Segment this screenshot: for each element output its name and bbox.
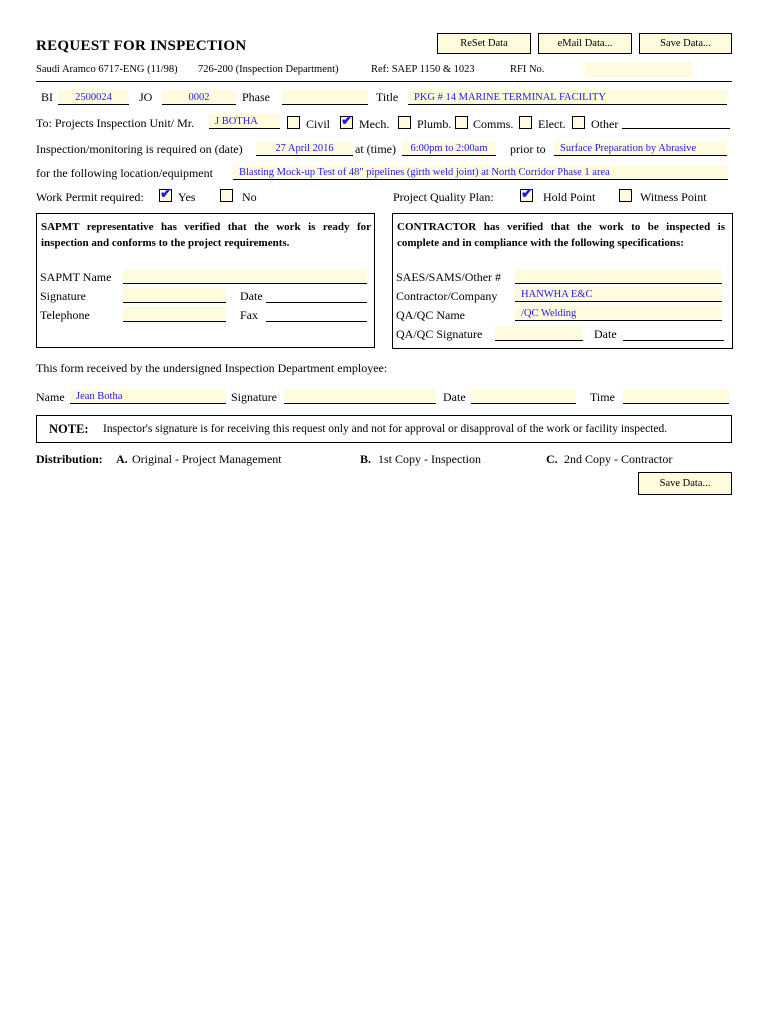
qa-qc-name-label: QA/QC Name bbox=[396, 308, 465, 322]
contractor-date-label: Date bbox=[594, 327, 617, 341]
receiver-time-label: Time bbox=[590, 390, 615, 404]
pqp-label: Project Quality Plan: bbox=[393, 190, 494, 204]
permit-no-checkbox[interactable] bbox=[220, 189, 233, 202]
elect-checkbox[interactable] bbox=[519, 116, 532, 129]
reference: Ref: SAEP 1150 & 1023 bbox=[371, 64, 475, 75]
receiver-date-field[interactable] bbox=[471, 389, 576, 404]
sapmt-heading: SAPMT representative has verified that the work is ready for inspection and conforms to the project requirements. bbox=[41, 221, 371, 249]
check-icon: ✔ bbox=[521, 187, 533, 202]
time-label: at (time) bbox=[355, 142, 396, 156]
department: 726-200 (Inspection Department) bbox=[198, 64, 339, 75]
receiver-date-label: Date bbox=[443, 390, 466, 404]
hold-point-label: Hold Point bbox=[543, 190, 596, 204]
saes-label: SAES/SAMS/Other # bbox=[396, 270, 502, 284]
sapmt-telephone-label: Telephone bbox=[40, 308, 90, 322]
sapmt-signature-label: Signature bbox=[40, 289, 86, 303]
jo-field[interactable]: 0002 bbox=[162, 90, 236, 105]
hold-point-checkbox[interactable] bbox=[520, 189, 533, 202]
civil-label: Civil bbox=[306, 117, 331, 131]
prior-to-label: prior to bbox=[510, 142, 546, 156]
inspection-date-field[interactable]: 27 April 2016 bbox=[256, 141, 353, 156]
other-checkbox[interactable] bbox=[572, 116, 585, 129]
distribution-a-text: Original - Project Management bbox=[132, 452, 282, 466]
location-label: for the following location/equipment bbox=[36, 166, 213, 180]
receiver-signature-label: Signature bbox=[231, 390, 277, 404]
time-field[interactable]: 6:00pm to 2:00am bbox=[402, 141, 496, 156]
other-label: Other bbox=[591, 117, 619, 131]
form-code: Saudi Aramco 6717-ENG (11/98) bbox=[36, 64, 178, 75]
header-rule bbox=[36, 81, 732, 82]
receiver-signature-field[interactable] bbox=[284, 389, 436, 404]
bi-field[interactable]: 2500024 bbox=[58, 90, 129, 105]
qa-qc-signature-label: QA/QC Signature bbox=[396, 327, 483, 341]
page-title: REQUEST FOR INSPECTION bbox=[36, 38, 247, 54]
save-data-button-top[interactable]: Save Data... bbox=[639, 33, 732, 54]
check-icon: ✔ bbox=[160, 187, 172, 202]
note-text: Inspector's signature is for receiving this request only and not for approval or disapproval of the work or facility inspected. bbox=[103, 423, 668, 435]
work-permit-label: Work Permit required: bbox=[36, 190, 144, 204]
phase-label: Phase bbox=[242, 90, 270, 104]
sapmt-telephone-field[interactable] bbox=[123, 307, 226, 322]
inspection-date-label: Inspection/monitoring is required on (date) bbox=[36, 142, 243, 156]
reset-data-button[interactable]: ReSet Data bbox=[437, 33, 531, 54]
civil-checkbox[interactable] bbox=[287, 116, 300, 129]
received-statement: This form received by the undersigned Inspection Department employee: bbox=[36, 361, 388, 375]
mech-checkbox[interactable] bbox=[340, 116, 353, 129]
prior-to-field[interactable]: Surface Preparation by Abrasive bbox=[554, 141, 727, 156]
distribution-c-key: C. bbox=[546, 452, 558, 466]
receiver-time-field[interactable] bbox=[623, 389, 729, 404]
contractor-company-field[interactable]: HANWHA E&C bbox=[515, 287, 722, 302]
mech-label: Mech. bbox=[359, 117, 390, 131]
contractor-company-label: Contractor/Company bbox=[396, 289, 498, 303]
witness-point-label: Witness Point bbox=[640, 190, 707, 204]
location-field[interactable]: Blasting Mock-up Test of 48" pipelines (girth weld joint) at North Corridor Phase 1 area bbox=[233, 165, 728, 180]
permit-yes-checkbox[interactable] bbox=[159, 189, 172, 202]
plumb-checkbox[interactable] bbox=[398, 116, 411, 129]
to-label: To: Projects Inspection Unit/ Mr. bbox=[36, 116, 195, 130]
rfi-label: RFI No. bbox=[510, 64, 545, 75]
comms-checkbox[interactable] bbox=[455, 116, 468, 129]
plumb-label: Plumb. bbox=[417, 117, 452, 131]
sapmt-name-field[interactable] bbox=[123, 269, 367, 284]
sapmt-date-field[interactable] bbox=[266, 288, 367, 303]
contractor-date-field[interactable] bbox=[623, 326, 724, 341]
distribution-a-key: A. bbox=[116, 452, 128, 466]
distribution-c-text: 2nd Copy - Contractor bbox=[564, 452, 673, 466]
title-field[interactable]: PKG # 14 MARINE TERMINAL FACILITY bbox=[408, 90, 727, 105]
rfi-number-field[interactable] bbox=[585, 62, 692, 77]
contractor-heading: CONTRACTOR has verified that the work to be inspected is complete and in compliance with the following specifications: bbox=[397, 221, 725, 249]
qa-qc-signature-field[interactable] bbox=[495, 326, 583, 341]
note-label: NOTE: bbox=[49, 422, 89, 436]
inspector-field[interactable]: J BOTHA bbox=[209, 114, 280, 129]
sapmt-fax-field[interactable] bbox=[266, 307, 367, 322]
phase-field[interactable] bbox=[282, 90, 368, 105]
sapmt-name-label: SAPMT Name bbox=[40, 270, 112, 284]
save-data-button-bottom[interactable]: Save Data... bbox=[638, 472, 732, 495]
sapmt-signature-field[interactable] bbox=[123, 288, 226, 303]
saes-field[interactable] bbox=[515, 269, 722, 284]
distribution-b-key: B. bbox=[360, 452, 372, 466]
comms-label: Comms. bbox=[473, 117, 514, 131]
sapmt-date-label: Date bbox=[240, 289, 263, 303]
permit-yes-label: Yes bbox=[178, 190, 196, 204]
receiver-name-label: Name bbox=[36, 390, 65, 404]
distribution-label: Distribution: bbox=[36, 452, 103, 466]
receiver-name-field[interactable]: Jean Botha bbox=[70, 389, 226, 404]
qa-qc-name-field[interactable]: /QC Welding bbox=[515, 306, 722, 321]
other-field[interactable] bbox=[622, 114, 730, 129]
elect-label: Elect. bbox=[538, 117, 566, 131]
sapmt-fax-label: Fax bbox=[240, 308, 258, 322]
distribution-b-text: 1st Copy - Inspection bbox=[378, 452, 481, 466]
title-label: Title bbox=[376, 90, 399, 104]
check-icon: ✔ bbox=[341, 114, 353, 129]
permit-no-label: No bbox=[242, 190, 257, 204]
bi-label: BI bbox=[41, 90, 53, 104]
witness-point-checkbox[interactable] bbox=[619, 189, 632, 202]
jo-label: JO bbox=[139, 90, 153, 104]
email-data-button[interactable]: eMail Data... bbox=[538, 33, 632, 54]
